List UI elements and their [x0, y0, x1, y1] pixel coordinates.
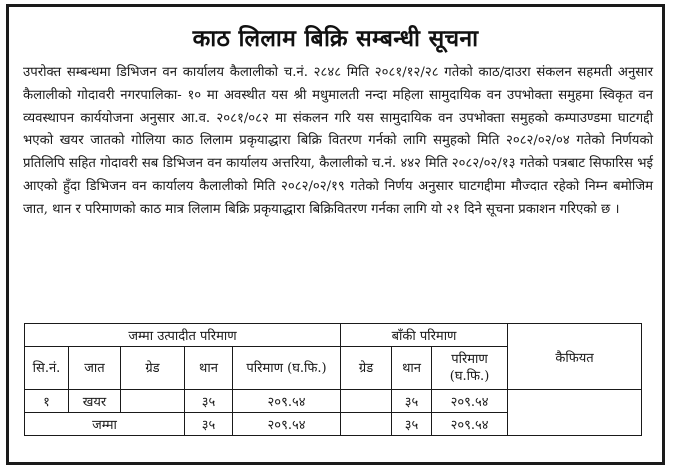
group-header-remaining: बाँकी परिमाण: [341, 324, 508, 347]
total-remaining-count: ३५: [392, 413, 432, 436]
total-count: ३५: [185, 413, 233, 436]
group-header-produced: जम्मा उत्पादीत परिमाण: [25, 324, 341, 347]
table-row: [25, 390, 642, 413]
cell-remaining-volume: २०९.५४: [432, 390, 508, 413]
col-header-sn: सि.नं.: [25, 347, 69, 390]
col-header-remarks: कैफियत: [508, 324, 642, 390]
total-volume: २०९.५४: [233, 413, 341, 436]
cell-count: ३५: [185, 390, 233, 413]
quantity-table: [24, 323, 642, 436]
table-group-header-row: [25, 324, 642, 347]
col-header-remaining-grade: ग्रेड: [341, 347, 392, 390]
col-header-grade: ग्रेड: [121, 347, 185, 390]
cell-species: खयर: [69, 390, 121, 413]
cell-remaining-count: ३५: [392, 390, 432, 413]
col-header-remaining-volume: परिमाण (घ.फि.): [432, 347, 508, 390]
total-remaining-grade: [341, 413, 392, 436]
total-label: जम्मा: [25, 413, 185, 436]
col-header-remaining-count: थान: [392, 347, 432, 390]
cell-remaining-grade: [341, 390, 392, 413]
total-remaining-volume: २०९.५४: [432, 413, 508, 436]
notice-title: काठ लिलाम बिक्रि सम्बन्धी सूचना: [192, 26, 479, 52]
notice-body: उपरोक्त सम्बन्धमा डिभिजन वन कार्यालय कैलालीको च.नं. २८४८ मिति २०८१/१२/२८ गतेको काठ/दाउरा संकलन सहमती अनुसार कैलालीको गोदावरी नगरपालिका- १० मा अवस्थीत यस श्री मधुमालती नन्दा महिला सामुदायिक वन उपभोक्ता समुहमा स्विकृत वन व्यवस्थापन कार्ययोजना अनुसार आ.व. २०८१/०८२ मा संकलन गरि यस सामुदायिक वन उपभोक्ता समुहको कम्पाउण्डमा घाटगद्दी भएको खयर जातको गोलिया काठ लिलाम प्रकृयाद्धारा बिक्रि वितरण गर्नको लागि समुहको मिति २०८२/०२/०४ गतेको निर्णयको प्रतिलिपि सहित गोदावरी सब डिभिजन वन कार्यालय अत्तरिया, कैलालीको च.नं. ४४२ मिति २०८२/०२/१३ गतेको पत्रबाट सिफारिस भई आएको हुँदा डिभिजन वन कार्यालय कैलालीको मिति २०८२/०२/१९ गतेको निर्णय अनुसार घाटगद्दीमा मौज्दात रहेको निम्न बमोजिम जात, थान र परिमाणको काठ मात्र लिलाम बिक्रि प्रकृयाद्धारा बिक्रिवितरण गर्नका लागि यो २१ दिने सूचना प्रकाशन गरिएको छ ।: [23, 65, 653, 217]
cell-sn: १: [25, 390, 69, 413]
col-header-species: जात: [69, 347, 121, 390]
col-header-volume: परिमाण (घ.फि.): [233, 347, 341, 390]
col-header-count: थान: [185, 347, 233, 390]
cell-grade: [121, 390, 185, 413]
quantity-table-wrap: [24, 323, 641, 436]
cell-remarks: [508, 390, 642, 436]
cell-volume: २०९.५४: [233, 390, 341, 413]
